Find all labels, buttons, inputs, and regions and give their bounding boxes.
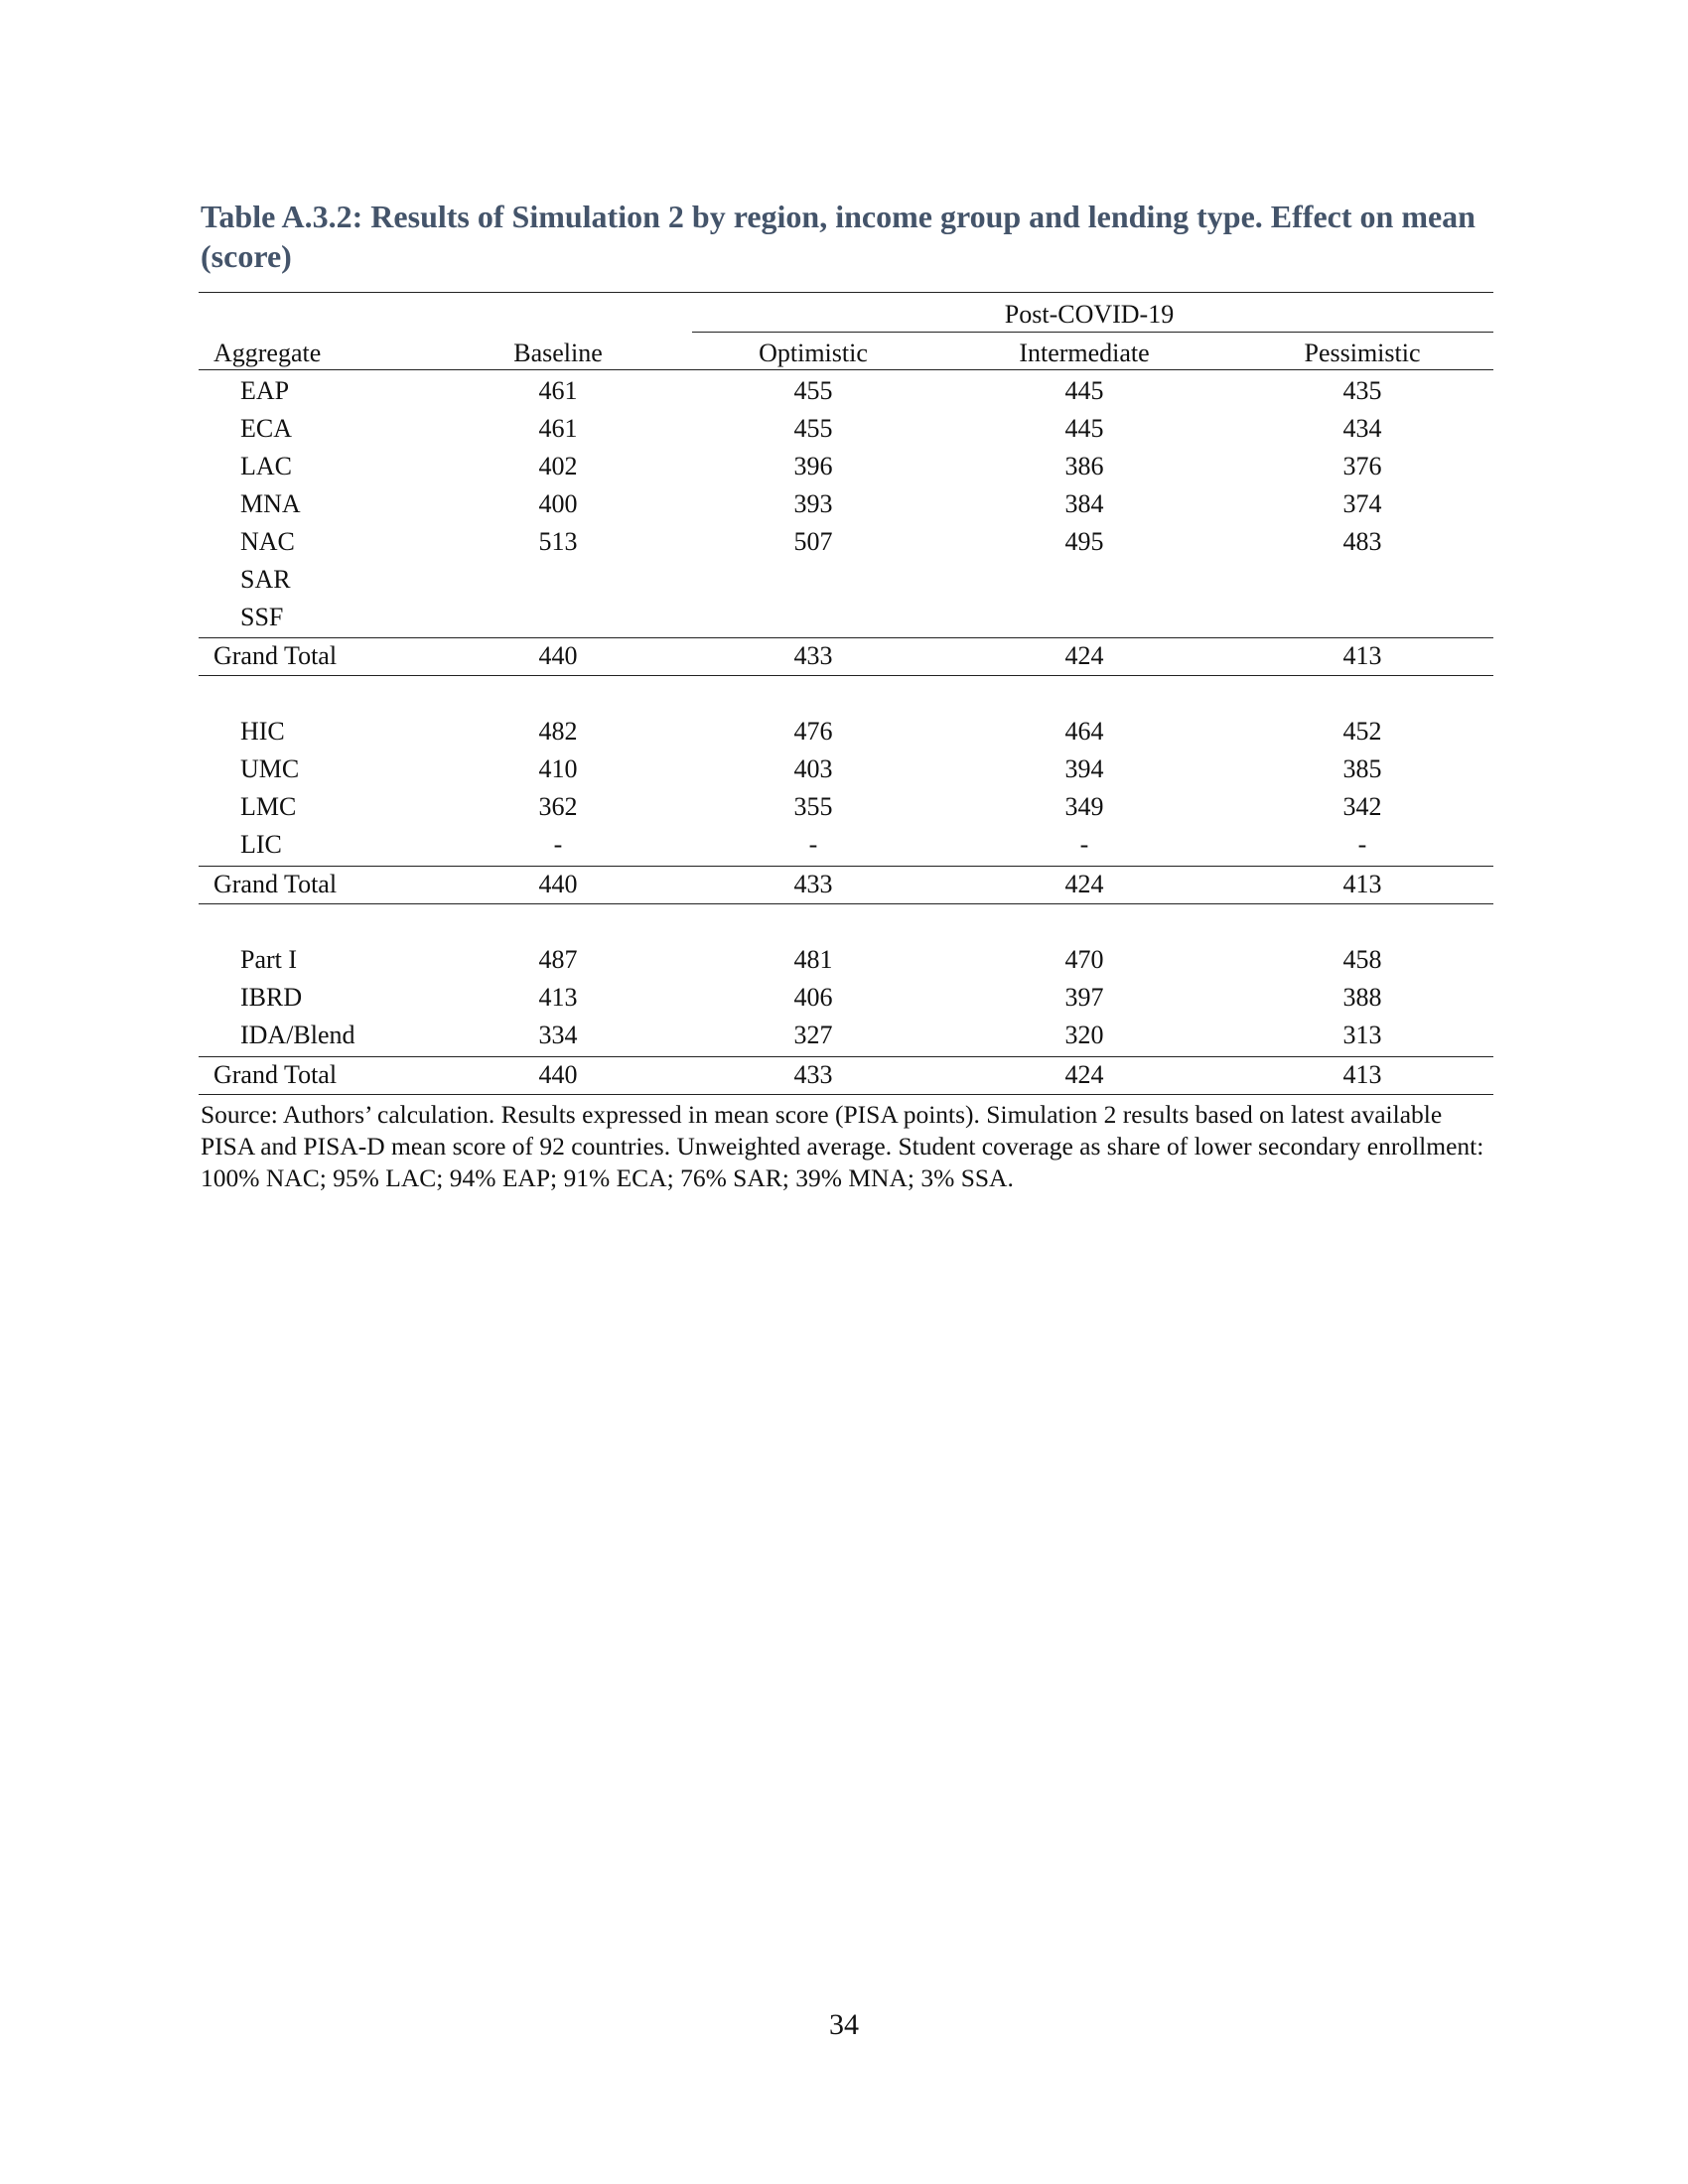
cell-baseline: 334 (538, 1021, 578, 1049)
post-covid-group-header: Post-COVID-19 (1004, 300, 1175, 329)
cell-intermediate: 470 (1064, 945, 1104, 974)
cell-optimistic: 455 (793, 414, 833, 443)
cell-optimistic: 393 (793, 489, 833, 518)
cell-intermediate: 320 (1064, 1021, 1104, 1049)
cell-pessimistic: 435 (1342, 376, 1382, 405)
row-label: LIC (240, 830, 282, 859)
row-label: SSF (240, 603, 284, 631)
col-header-intermediate: Intermediate (1019, 339, 1150, 367)
cell-intermediate: 424 (1064, 641, 1104, 670)
col-header-aggregate: Aggregate (213, 339, 322, 367)
cell-optimistic: 403 (793, 754, 833, 783)
cell-optimistic: 507 (793, 527, 833, 556)
cell-intermediate: 445 (1064, 414, 1104, 443)
cell-baseline: 482 (538, 717, 578, 746)
cell-pessimistic: 483 (1342, 527, 1382, 556)
cell-intermediate: - (1079, 830, 1089, 859)
cell-pessimistic: 452 (1342, 717, 1382, 746)
cell-intermediate: 445 (1064, 376, 1104, 405)
cell-pessimistic: 413 (1342, 641, 1382, 670)
cell-intermediate: 495 (1064, 527, 1104, 556)
cell-baseline: 400 (538, 489, 578, 518)
row-label: UMC (240, 754, 300, 783)
group-header-rule (692, 332, 1493, 333)
cell-pessimistic: 413 (1342, 870, 1382, 898)
cell-optimistic: 433 (793, 641, 833, 670)
cell-baseline: 440 (538, 1060, 578, 1089)
cell-baseline: 362 (538, 792, 578, 821)
cell-intermediate: 384 (1064, 489, 1104, 518)
cell-intermediate: 394 (1064, 754, 1104, 783)
row-label: NAC (240, 527, 295, 556)
header-bottom-rule (199, 369, 1493, 370)
cell-baseline: 461 (538, 414, 578, 443)
cell-baseline: 440 (538, 870, 578, 898)
row-label: Grand Total (213, 641, 338, 670)
cell-intermediate: 464 (1064, 717, 1104, 746)
source-note: Source: Authors’ calculation. Results expressed in mean score (PISA points). Simulation 2 results based on latest available PISA and PISA-D mean score of 92 countries. Unweighted average. Student coverage as share of lower secondary enrollment: 100% NAC; 95% LAC; 94% EAP; 91% ECA; 76% SAR; 39% MNA; 3% SSA. (201, 1100, 1484, 1192)
row-label: ECA (240, 414, 292, 443)
cell-pessimistic: 434 (1342, 414, 1382, 443)
row-label: LAC (240, 452, 292, 480)
cell-optimistic: 476 (793, 717, 833, 746)
cell-intermediate: 424 (1064, 1060, 1104, 1089)
cell-optimistic: 433 (793, 1060, 833, 1089)
table-top-rule (199, 292, 1493, 293)
cell-pessimistic: - (1357, 830, 1367, 859)
cell-pessimistic: 342 (1342, 792, 1382, 821)
cell-baseline: - (553, 830, 563, 859)
cell-optimistic: 396 (793, 452, 833, 480)
cell-optimistic: 327 (793, 1021, 833, 1049)
row-label: MNA (240, 489, 301, 518)
col-header-baseline: Baseline (513, 339, 603, 367)
total-top-rule (199, 637, 1493, 638)
cell-pessimistic: 458 (1342, 945, 1382, 974)
cell-pessimistic: 388 (1342, 983, 1382, 1012)
row-label: IBRD (240, 983, 303, 1012)
col-header-pessimistic: Pessimistic (1304, 339, 1421, 367)
row-label: LMC (240, 792, 297, 821)
cell-intermediate: 424 (1064, 870, 1104, 898)
cell-pessimistic: 313 (1342, 1021, 1382, 1049)
cell-baseline: 440 (538, 641, 578, 670)
col-header-optimistic: Optimistic (759, 339, 868, 367)
cell-baseline: 513 (538, 527, 578, 556)
cell-intermediate: 349 (1064, 792, 1104, 821)
cell-baseline: 413 (538, 983, 578, 1012)
total-bottom-rule (199, 903, 1493, 904)
cell-pessimistic: 385 (1342, 754, 1382, 783)
page-number: 34 (829, 2008, 859, 2041)
cell-baseline: 461 (538, 376, 578, 405)
row-label: Grand Total (213, 1060, 338, 1089)
row-label: Part I (240, 945, 298, 974)
cell-baseline: 410 (538, 754, 578, 783)
row-label: SAR (240, 565, 291, 594)
row-label: Grand Total (213, 870, 338, 898)
row-label: IDA/Blend (240, 1021, 355, 1049)
table-bottom-rule (199, 1094, 1493, 1095)
cell-baseline: 402 (538, 452, 578, 480)
total-top-rule (199, 1056, 1493, 1057)
cell-intermediate: 397 (1064, 983, 1104, 1012)
cell-optimistic: 481 (793, 945, 833, 974)
total-bottom-rule (199, 675, 1493, 676)
cell-optimistic: 433 (793, 870, 833, 898)
cell-pessimistic: 374 (1342, 489, 1382, 518)
row-label: EAP (240, 376, 290, 405)
cell-optimistic: 455 (793, 376, 833, 405)
cell-optimistic: 406 (793, 983, 833, 1012)
total-top-rule (199, 866, 1493, 867)
cell-pessimistic: 413 (1342, 1060, 1382, 1089)
cell-pessimistic: 376 (1342, 452, 1382, 480)
table-title: Table A.3.2: Results of Simulation 2 by region, income group and lending type. Effect on mean (score) (201, 199, 1476, 274)
cell-intermediate: 386 (1064, 452, 1104, 480)
cell-optimistic: 355 (793, 792, 833, 821)
row-label: HIC (240, 717, 285, 746)
cell-baseline: 487 (538, 945, 578, 974)
cell-optimistic: - (808, 830, 818, 859)
